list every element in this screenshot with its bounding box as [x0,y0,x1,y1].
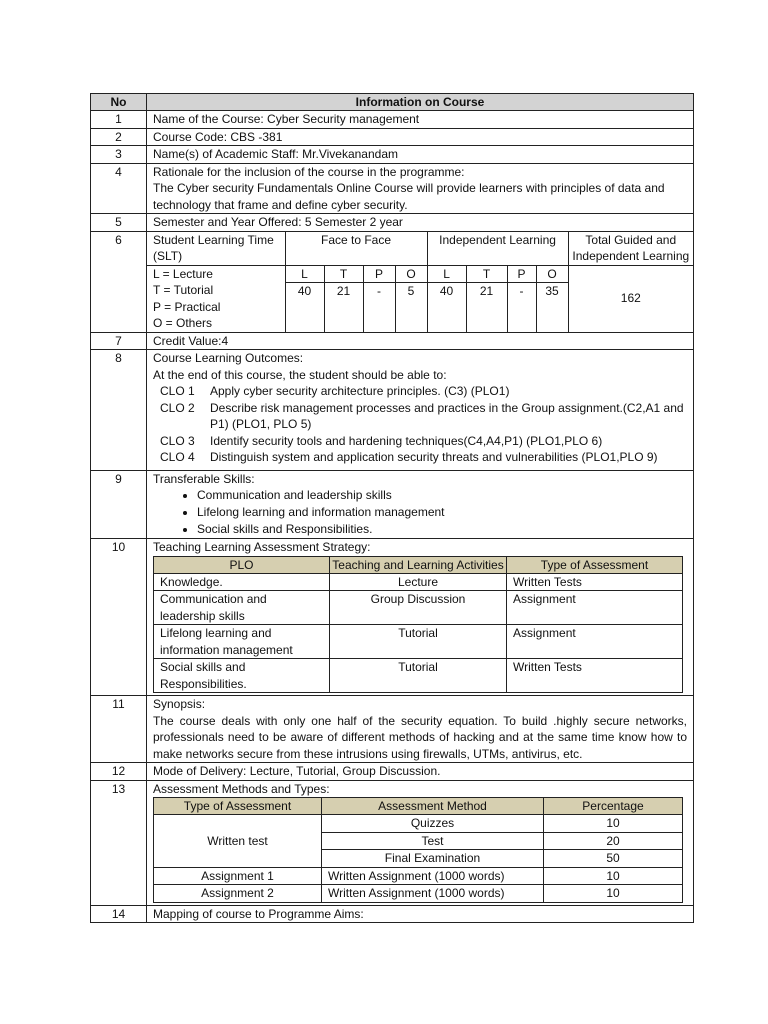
method-cell: Test [322,832,544,850]
table-cell: Written Tests [507,573,683,591]
table-cell: Group Discussion [330,591,507,625]
slt-value: 21 [324,283,363,332]
table-cell: Tutorial [330,625,507,659]
slt-table [147,232,693,332]
table-row [154,659,683,693]
row-transferable-skills [91,470,694,539]
skills-list [153,487,687,538]
slt-total: 162 [568,265,693,332]
row-number: 8 [91,350,147,471]
rationale-text-1: The Cyber security Fundamentals Online Course will provide learners with principles of data and [153,181,665,195]
clo-item [160,433,687,450]
table-cell: Written Tests [507,659,683,693]
row-programme-mapping [91,905,694,923]
slt-label-line2: (SLT) [153,249,183,263]
strategy-title: Teaching Learning Assessment Strategy: [153,540,371,554]
table-cell: Communication and leadership skills [154,591,330,625]
percentage-cell: 10 [544,815,683,833]
slt-value: 40 [285,283,324,332]
row-synopsis [91,696,694,763]
row-semester [91,214,694,232]
skills-title: Transferable Skills: [153,471,255,486]
written-test-cell: Written test [154,815,322,868]
table-cell: Assignment [507,591,683,625]
table-cell: Assignment [507,625,683,659]
face-to-face-header: Face to Face [285,232,427,266]
method-cell: Quizzes [322,815,544,833]
synopsis-title: Synopsis: [153,697,206,711]
rationale [147,163,694,214]
slt-value: 21 [466,283,507,332]
percentage-cell: 20 [544,832,683,850]
list-item: • Social skills and Responsibilities. [197,521,687,538]
legend-practical: P = Practical [153,299,221,314]
independent-learning-header: Independent Learning [427,232,568,266]
table-row [154,815,683,833]
mode-of-delivery: Mode of Delivery: Lecture, Tutorial, Group Discussion. [147,763,694,781]
rationale-title: Rationale for the inclusion of the course in the programme: [153,164,465,179]
synopsis-text: The course deals with only one half of the security equation. To build .highly secure networks, professionals need to be aware of different methods of hacking and at the same time know how to make networks secure from these intrusions using firewalls, UTMs, antivirus, etc. [153,713,687,761]
slt-value: 40 [427,283,466,332]
assessment-strategy [147,539,694,696]
row-number: 9 [91,470,147,539]
slt-legend [147,265,285,332]
assessment-type-cell: Assignment 1 [154,867,322,885]
strategy-header-activities: Teaching and Learning Activities [330,556,507,573]
percentage-cell: 10 [544,867,683,885]
legend-tutorial: T = Tutorial [153,283,214,297]
row-learning-outcomes [91,350,694,471]
clo-desc: Describe risk management processes and practices in the Group assignment.(C2,A1 and P1) (PLO1, PLO 5) [210,400,684,431]
row-number: 12 [91,763,147,781]
row-credit-value [91,332,694,350]
table-header-row [91,94,694,111]
clo-desc: Distinguish system and application security threats and vulnerabilities (PLO1,PLO 9) [210,450,658,464]
row-number: 14 [91,905,147,923]
row-number: 5 [91,214,147,232]
methods-title: Assessment Methods and Types: [153,781,330,796]
percentage-cell: 10 [544,885,683,903]
strategy-table [153,556,683,694]
course-name: Name of the Course: Cyber Security management [147,111,694,129]
row-course-code [91,128,694,146]
clo-code: CLO 1 [160,384,195,398]
clo-item [160,383,687,400]
slt-col-head: O [536,265,568,283]
methods-header-percentage: Percentage [544,798,683,815]
row-mode-of-delivery [91,763,694,781]
clo-intro: At the end of this course, the student should be able to: [153,367,447,382]
strategy-header-plo: PLO [154,556,330,573]
methods-header-method: Assessment Method [322,798,544,815]
synopsis [147,696,694,763]
row-number: 6 [91,231,147,332]
slt-col-head: L [427,265,466,283]
row-course-name [91,111,694,129]
row-number: 1 [91,111,147,129]
legend-lecture: L = Lecture [153,266,213,281]
total-header-line1: Total Guided and [585,232,677,247]
table-cell: Social skills and Responsibilities. [154,659,330,693]
table-row [154,625,683,659]
slt-col-head: L [285,265,324,283]
rationale-text-2: technology that frame and define cyber security. [153,197,408,212]
table-row [154,591,683,625]
assessment-type-cell: Assignment 2 [154,885,322,903]
methods-header-type: Type of Assessment [154,798,322,815]
table-row [154,885,683,903]
slt-col-head: T [324,265,363,283]
row-number: 3 [91,146,147,164]
slt-value: 35 [536,283,568,332]
programme-mapping: Mapping of course to Programme Aims: [147,905,694,923]
clo-code: CLO 3 [160,433,195,448]
row-number: 10 [91,539,147,696]
percentage-cell: 50 [544,850,683,868]
clo-desc: Apply cyber security architecture principles. (C3) (PLO1) [210,384,510,398]
table-cell: Knowledge. [154,573,330,591]
slt-col-head: T [466,265,507,283]
table-row [154,867,683,885]
credit-value: Credit Value:4 [147,332,694,350]
method-cell: Written Assignment (1000 words) [322,885,544,903]
slt-label [147,232,285,266]
list-item: • Lifelong learning and information management [197,504,687,521]
clo-desc: Identify security tools and hardening techniques(C4,A4,P1) (PLO1,PLO 6) [210,433,603,448]
row-rationale [91,163,694,214]
slt-col-head: P [507,265,536,283]
slt-value: - [507,283,536,332]
table-cell: Lifelong learning and information management [154,625,330,659]
row-number: 13 [91,780,147,905]
slt-cell [147,231,694,332]
row-number: 11 [91,696,147,763]
row-slt [91,231,694,332]
row-number: 4 [91,163,147,214]
row-number: 7 [91,332,147,350]
academic-staff: Name(s) of Academic Staff: Mr.Vivekanandam [147,146,694,164]
clo-item [160,449,687,466]
clo-code: CLO 2 [160,400,195,415]
clo-item [160,400,687,433]
slt-col-head: O [395,265,427,283]
row-academic-staff [91,146,694,164]
slt-label-line1: Student Learning Time [153,232,274,247]
learning-outcomes [147,350,694,471]
row-number: 2 [91,128,147,146]
course-info-table [90,93,694,923]
clo-code: CLO 4 [160,450,195,464]
methods-table [153,797,683,903]
row-assessment-methods [91,780,694,905]
slt-value: 5 [395,283,427,332]
assessment-methods [147,780,694,905]
course-code: Course Code: CBS -381 [147,128,694,146]
method-cell: Written Assignment (1000 words) [322,867,544,885]
header-info: Information on Course [147,94,694,111]
slt-col-head: P [363,265,395,283]
total-header [568,232,693,266]
table-cell: Tutorial [330,659,507,693]
semester-year: Semester and Year Offered: 5 Semester 2 year [147,214,694,232]
table-cell: Lecture [330,573,507,591]
row-assessment-strategy [91,539,694,696]
slt-value: - [363,283,395,332]
header-no: No [91,94,147,111]
list-item: • Communication and leadership skills [197,487,687,504]
transferable-skills [147,470,694,539]
clo-title: Course Learning Outcomes: [153,351,304,365]
table-row [154,573,683,591]
method-cell: Final Examination [322,850,544,868]
total-header-line2: Independent Learning [572,249,690,263]
strategy-header-assessment: Type of Assessment [507,556,683,573]
legend-others: O = Others [153,316,213,330]
